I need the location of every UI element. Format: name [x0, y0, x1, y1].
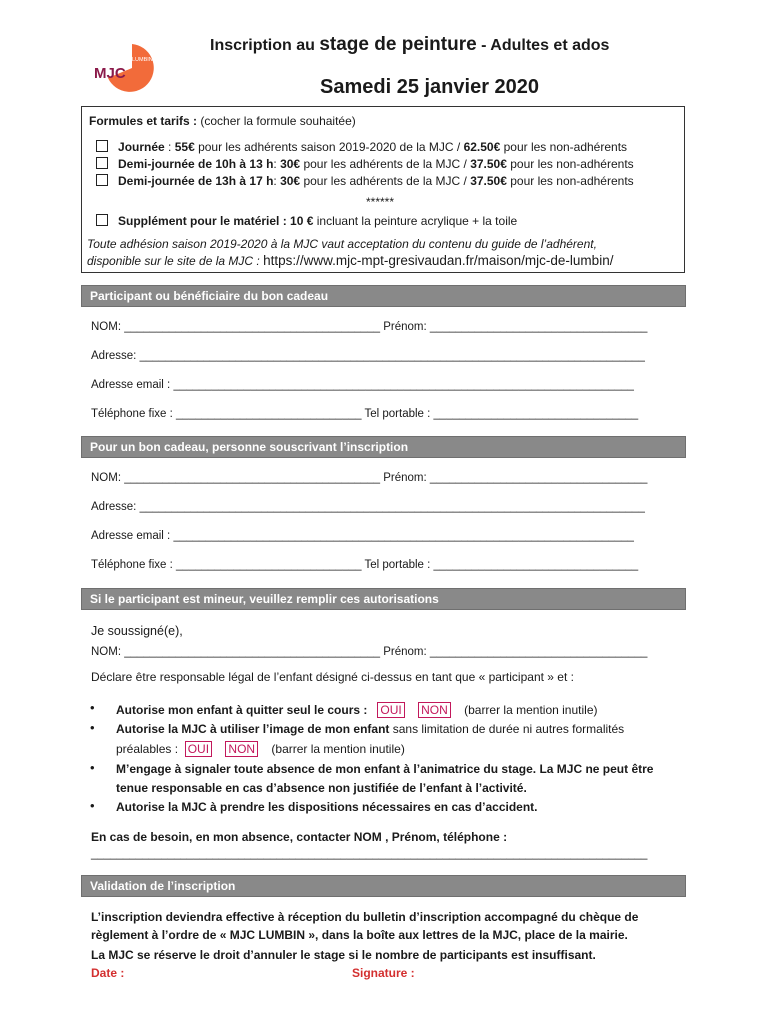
bullet-4: •	[90, 798, 95, 813]
mineur-nom-prenom[interactable]: NOM: ________________________________________ Prénom: __________________________________	[91, 646, 648, 658]
supplement-text: incluant la peinture acrylique + la toile	[313, 214, 518, 228]
section-mineur-header: Si le participant est mineur, veuillez remplir ces autorisations	[81, 588, 686, 610]
option-price2: 37.50€	[470, 174, 507, 188]
participant-email[interactable]: Adresse email : ________________________________________________________________________	[91, 379, 634, 391]
souscripteur-nom-prenom[interactable]: NOM: ________________________________________ Prénom: __________________________________	[91, 472, 648, 484]
validation-p2-text: La MJC se réserve le droit d’annuler le stage si le nombre de participants est insuffisant.	[91, 948, 596, 962]
event-date: Samedi 25 janvier 2020	[320, 76, 540, 98]
title-post: - Adultes et ados	[476, 37, 610, 54]
autorisation-image-line1	[116, 722, 624, 736]
option-sep: :	[273, 157, 281, 171]
option-price2: 62.50€	[463, 140, 501, 154]
barrer-note: (barrer la mention inutile)	[464, 703, 598, 717]
engagement-text1: M’engage à signaler toute absence de mon enfant à l’animatrice du stage. La MJC ne peut être	[116, 762, 654, 776]
title-big: stage de peinture	[319, 34, 477, 55]
tarifs-heading-note: (cocher la formule souhaitée)	[197, 114, 356, 128]
validation-p1-text2: règlement à l’ordre de « MJC LUMBIN », dans la boîte aux lettres de la MJC, place de la mairie.	[91, 928, 628, 942]
supplement-option	[96, 214, 517, 228]
option-mid: pour les adhérents de la MJC /	[300, 157, 471, 171]
engagement-text2: tenue responsable en cas d’absence non justifiée de l’enfant à l’activité.	[116, 781, 527, 795]
option-post: pour les non-adhérents	[506, 157, 634, 171]
participant-nom-prenom[interactable]: NOM: ________________________________________ Prénom: __________________________________	[91, 321, 648, 333]
option-post: pour les non-adhérents	[500, 140, 628, 154]
mjc-logo	[92, 40, 162, 94]
participant-adresse[interactable]: Adresse: _______________________________________________________________________________	[91, 350, 645, 362]
option-sep: :	[273, 174, 281, 188]
option-price2: 37.50€	[470, 157, 507, 171]
checkbox-demi-matin[interactable]	[96, 157, 108, 169]
oui-option[interactable]: OUI	[185, 741, 212, 757]
autorisation-image-line2	[116, 741, 405, 757]
logo-org-text: MJC	[94, 65, 126, 82]
validation-p2	[91, 948, 596, 962]
option-price1: 30€	[280, 174, 301, 188]
participant-telephone[interactable]: Téléphone fixe : _____________________________ Tel portable : ________________________________	[91, 408, 639, 420]
validation-p1-line2	[91, 928, 628, 942]
checkbox-journee[interactable]	[96, 140, 108, 152]
checkbox-demi-aprem[interactable]	[96, 174, 108, 186]
souscripteur-telephone[interactable]: Téléphone fixe : _____________________________ Tel portable : ________________________________	[91, 559, 639, 571]
signature-label[interactable]: Signature :	[352, 966, 415, 980]
option-price1: 30€	[280, 157, 301, 171]
non-option[interactable]: NON	[418, 702, 451, 718]
option-journee	[96, 140, 627, 154]
oui-option[interactable]: OUI	[377, 702, 404, 718]
section-bon-cadeau-header: Pour un bon cadeau, personne souscrivant l’inscription	[81, 436, 686, 458]
checkbox-supplement[interactable]	[96, 214, 108, 226]
mjc-url-link[interactable]: https://www.mjc-mpt-gresivaudan.fr/maison/mjc-de-lumbin/	[263, 253, 614, 268]
option-post: pour les non-adhérents	[506, 174, 634, 188]
prealables-text: préalables :	[116, 742, 179, 756]
option-sep: :	[164, 140, 175, 154]
note-line2-text: disponible sur le site de la MJC :	[87, 254, 264, 268]
option-demi-matin	[96, 157, 634, 171]
tarifs-heading-label: Formules et tarifs :	[89, 114, 198, 128]
autorisation-accident	[116, 800, 538, 814]
barrer-note: (barrer la mention inutile)	[271, 742, 405, 756]
option-label: Demi-journée de 10h à 13 h	[118, 157, 274, 171]
option-price1: 55€	[174, 140, 195, 154]
logo-place-text: LUMBIN	[132, 57, 153, 63]
engagement-line1	[116, 762, 653, 776]
contact-urgence-field[interactable]: _______________________________________________________________________________________	[91, 848, 648, 860]
option-label: Journée	[118, 140, 165, 154]
non-option[interactable]: NON	[225, 741, 258, 757]
souscripteur-adresse[interactable]: Adresse: _______________________________________________________________________________	[91, 501, 645, 513]
autorisation-quitter	[116, 702, 597, 718]
autorisation-quitter-text: Autorise mon enfant à quitter seul le cours :	[116, 703, 368, 717]
title-pre: Inscription au	[210, 37, 320, 54]
bullet-2: •	[90, 720, 95, 735]
separator: ******	[366, 195, 395, 209]
adhesion-note-line2	[87, 253, 613, 268]
adhesion-note-line1: Toute adhésion saison 2019-2020 à la MJC vaut acceptation du contenu du guide de l’adhérent,	[87, 237, 597, 251]
option-demi-aprem	[96, 174, 634, 188]
contact-urgence	[91, 830, 507, 844]
souscripteur-email[interactable]: Adresse email : ________________________________________________________________________	[91, 530, 634, 542]
bullet-3: •	[90, 760, 95, 775]
autorisation-image-rest: sans limitation de durée ni autres formalités	[389, 722, 625, 736]
bullet-1: •	[90, 700, 95, 715]
validation-p1-text1: L’inscription deviendra effective à réception du bulletin d’inscription accompagné du chèque de	[91, 910, 639, 924]
contact-urgence-text: En cas de besoin, en mon absence, contacter NOM , Prénom, téléphone :	[91, 830, 508, 844]
validation-p1-line1	[91, 910, 638, 924]
option-mid: pour les adhérents de la MJC /	[300, 174, 471, 188]
option-mid: pour les adhérents saison 2019-2020 de la MJC /	[194, 140, 464, 154]
supplement-label: Supplément pour le matériel : 10 €	[118, 214, 314, 228]
soussigne-text: Je soussigné(e),	[91, 624, 183, 638]
autorisation-image-bold: Autorise la MJC à utiliser l’image de mon enfant	[116, 722, 390, 736]
engagement-line2	[116, 781, 527, 795]
option-label: Demi-journée de 13h à 17 h	[118, 174, 274, 188]
declaration-text: Déclare être responsable légal de l’enfant désigné ci-dessus en tant que « participant » et :	[91, 670, 574, 684]
tarifs-heading	[89, 114, 356, 128]
date-label[interactable]: Date :	[91, 966, 125, 980]
section-participant-header: Participant ou bénéficiaire du bon cadeau	[81, 285, 686, 307]
section-validation-header: Validation de l’inscription	[81, 875, 686, 897]
page-title	[210, 34, 609, 56]
autorisation-accident-text: Autorise la MJC à prendre les dispositions nécessaires en cas d’accident.	[116, 800, 538, 814]
